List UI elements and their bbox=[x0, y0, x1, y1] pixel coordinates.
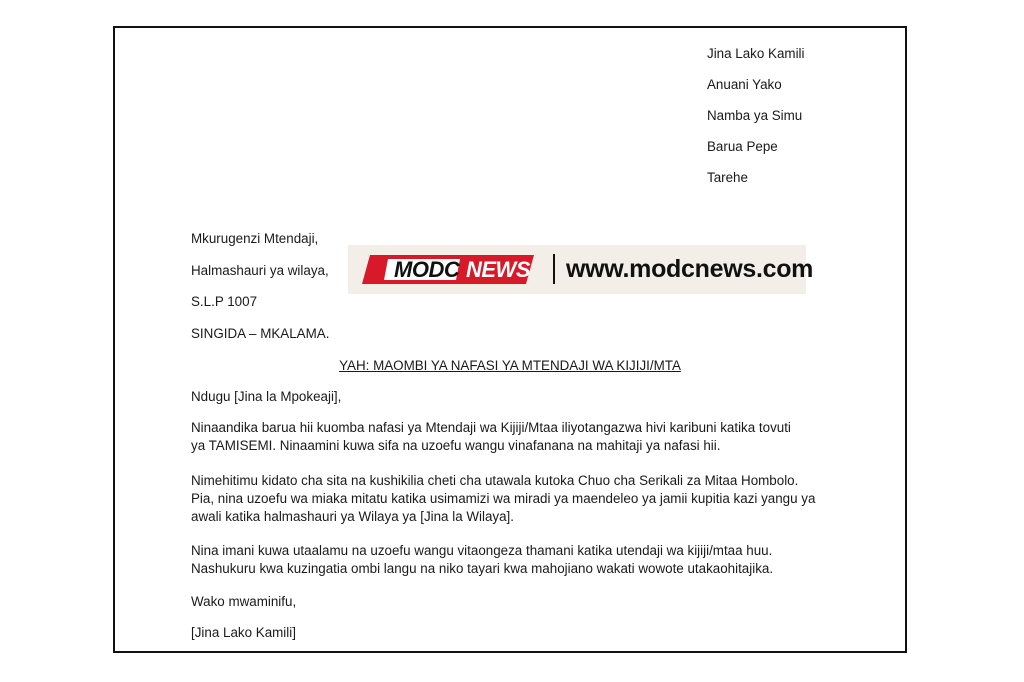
banner-divider bbox=[553, 254, 555, 284]
sender-email: Barua Pepe bbox=[707, 139, 778, 154]
sender-date: Tarehe bbox=[707, 170, 748, 185]
logo-text-news: NEWS bbox=[466, 257, 530, 282]
paragraph-2-line-2: Pia, nina uzoefu wa miaka mitatu katika usimamizi wa miradi ya maendeleo ya jamii kupitia kazi yangu ya bbox=[191, 491, 816, 506]
paragraph-3-line-1: Nina imani kuwa utaalamu na uzoefu wangu vitaongeza thamani katika utendaji wa kijiji/mtaa huu. bbox=[191, 543, 773, 558]
recipient-title: Mkurugenzi Mtendaji, bbox=[191, 231, 319, 246]
sender-phone: Namba ya Simu bbox=[707, 108, 803, 123]
recipient-po-box: S.L.P 1007 bbox=[191, 294, 258, 309]
letter-page bbox=[113, 26, 907, 653]
recipient-organization: Halmashauri ya wilaya, bbox=[191, 263, 329, 278]
signature: [Jina Lako Kamili] bbox=[191, 625, 296, 640]
closing: Wako mwaminifu, bbox=[191, 594, 297, 609]
recipient-location: SINGIDA – MKALAMA. bbox=[191, 326, 330, 341]
letter-subject: YAH: MAOMBI YA NAFASI YA MTENDAJI WA KIJIJI/MTA bbox=[339, 358, 681, 373]
paragraph-3 bbox=[191, 542, 891, 578]
paragraph-2-line-3: awali katika halmashauri ya Wilaya ya [Jina la Wilaya]. bbox=[191, 509, 514, 524]
paragraph-2-line-1: Nimehitimu kidato cha sita na kushikilia cheti cha utawala kutoka Chuo cha Serikali za Mitaa Hombolo. bbox=[191, 473, 799, 488]
watermark-url: www.modcnews.com bbox=[566, 255, 814, 283]
paragraph-1-line-2: ya TAMISEMI. Ninaamini kuwa sifa na uzoefu wangu vinafanana na mahitaji ya nafasi hii. bbox=[191, 438, 721, 453]
watermark-banner bbox=[348, 245, 814, 294]
paragraph-3-line-2: Nashukuru kwa kuzingatia ombi langu na niko tayari kwa mahojiano wakati wowote utakaohitajika. bbox=[191, 561, 774, 576]
logo-text-modc: MODC bbox=[394, 257, 460, 282]
paragraph-2 bbox=[191, 472, 891, 526]
paragraph-1-line-1: Ninaandika barua hii kuomba nafasi ya Mtendaji wa Kijiji/Mtaa iliyotangazwa hivi karibuni katika tovuti bbox=[191, 420, 791, 435]
modcnews-logo bbox=[362, 255, 534, 284]
sender-name: Jina Lako Kamili bbox=[707, 46, 805, 61]
paragraph-1 bbox=[191, 419, 891, 455]
sender-address: Anuani Yako bbox=[707, 77, 782, 92]
salutation: Ndugu [Jina la Mpokeaji], bbox=[191, 389, 342, 404]
